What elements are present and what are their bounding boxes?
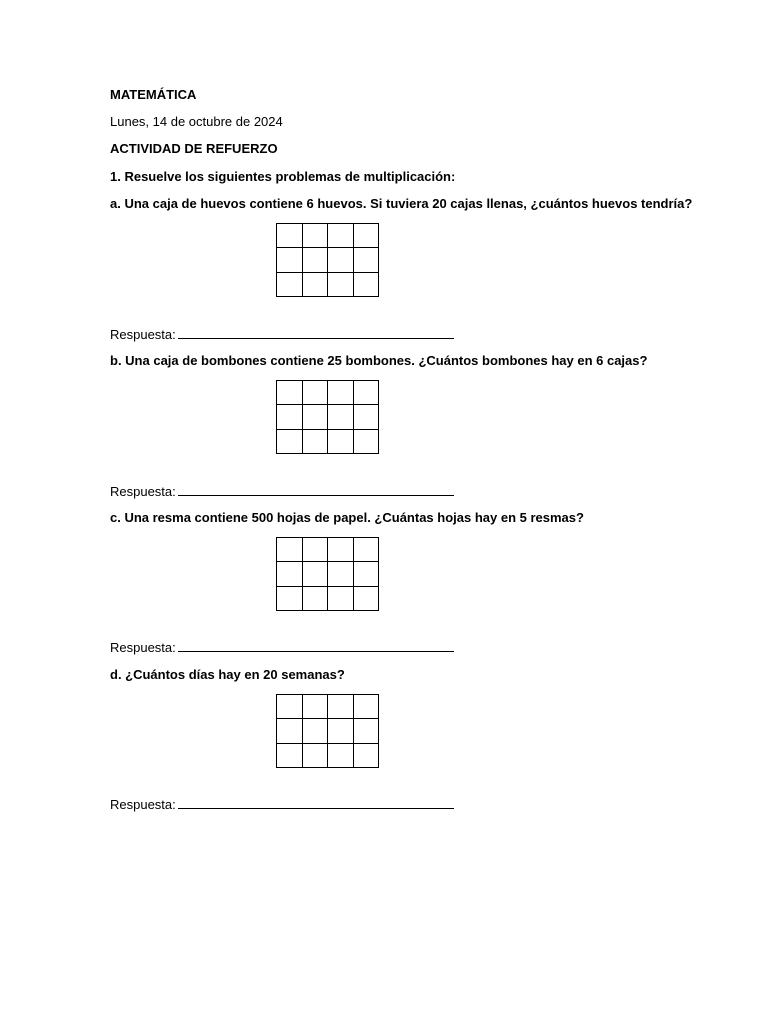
problem-b-work-grid [276, 380, 379, 454]
answer-label: Respuesta: [110, 640, 176, 655]
answer-blank-line [178, 795, 454, 809]
problem-d-answer [110, 795, 454, 813]
problem-a-answer [110, 325, 454, 343]
answer-blank-line [178, 325, 454, 339]
problem-d-work-grid [276, 694, 379, 768]
problem-d-question: d. ¿Cuántos días hay en 20 semanas? [110, 667, 345, 682]
answer-label: Respuesta: [110, 327, 176, 342]
subject-heading: MATEMÁTICA [110, 87, 197, 102]
answer-blank-line [178, 638, 454, 652]
problem-c-answer [110, 638, 454, 656]
answer-label: Respuesta: [110, 484, 176, 499]
activity-heading: ACTIVIDAD DE REFUERZO [110, 141, 278, 156]
answer-label: Respuesta: [110, 797, 176, 812]
problem-a-question: a. Una caja de huevos contiene 6 huevos. Si tuviera 20 cajas llenas, ¿cuántos huevos tendría? [110, 196, 693, 211]
problem-c-question: c. Una resma contiene 500 hojas de papel. ¿Cuántas hojas hay en 5 resmas? [110, 510, 584, 525]
problem-b-answer [110, 482, 454, 500]
problem-a-work-grid [276, 223, 379, 297]
instruction-line: 1. Resuelve los siguientes problemas de multiplicación: [110, 169, 456, 184]
problem-c-work-grid [276, 537, 379, 611]
date-line: Lunes, 14 de octubre de 2024 [110, 114, 283, 129]
answer-blank-line [178, 482, 454, 496]
problem-b-question: b. Una caja de bombones contiene 25 bombones. ¿Cuántos bombones hay en 6 cajas? [110, 353, 648, 368]
